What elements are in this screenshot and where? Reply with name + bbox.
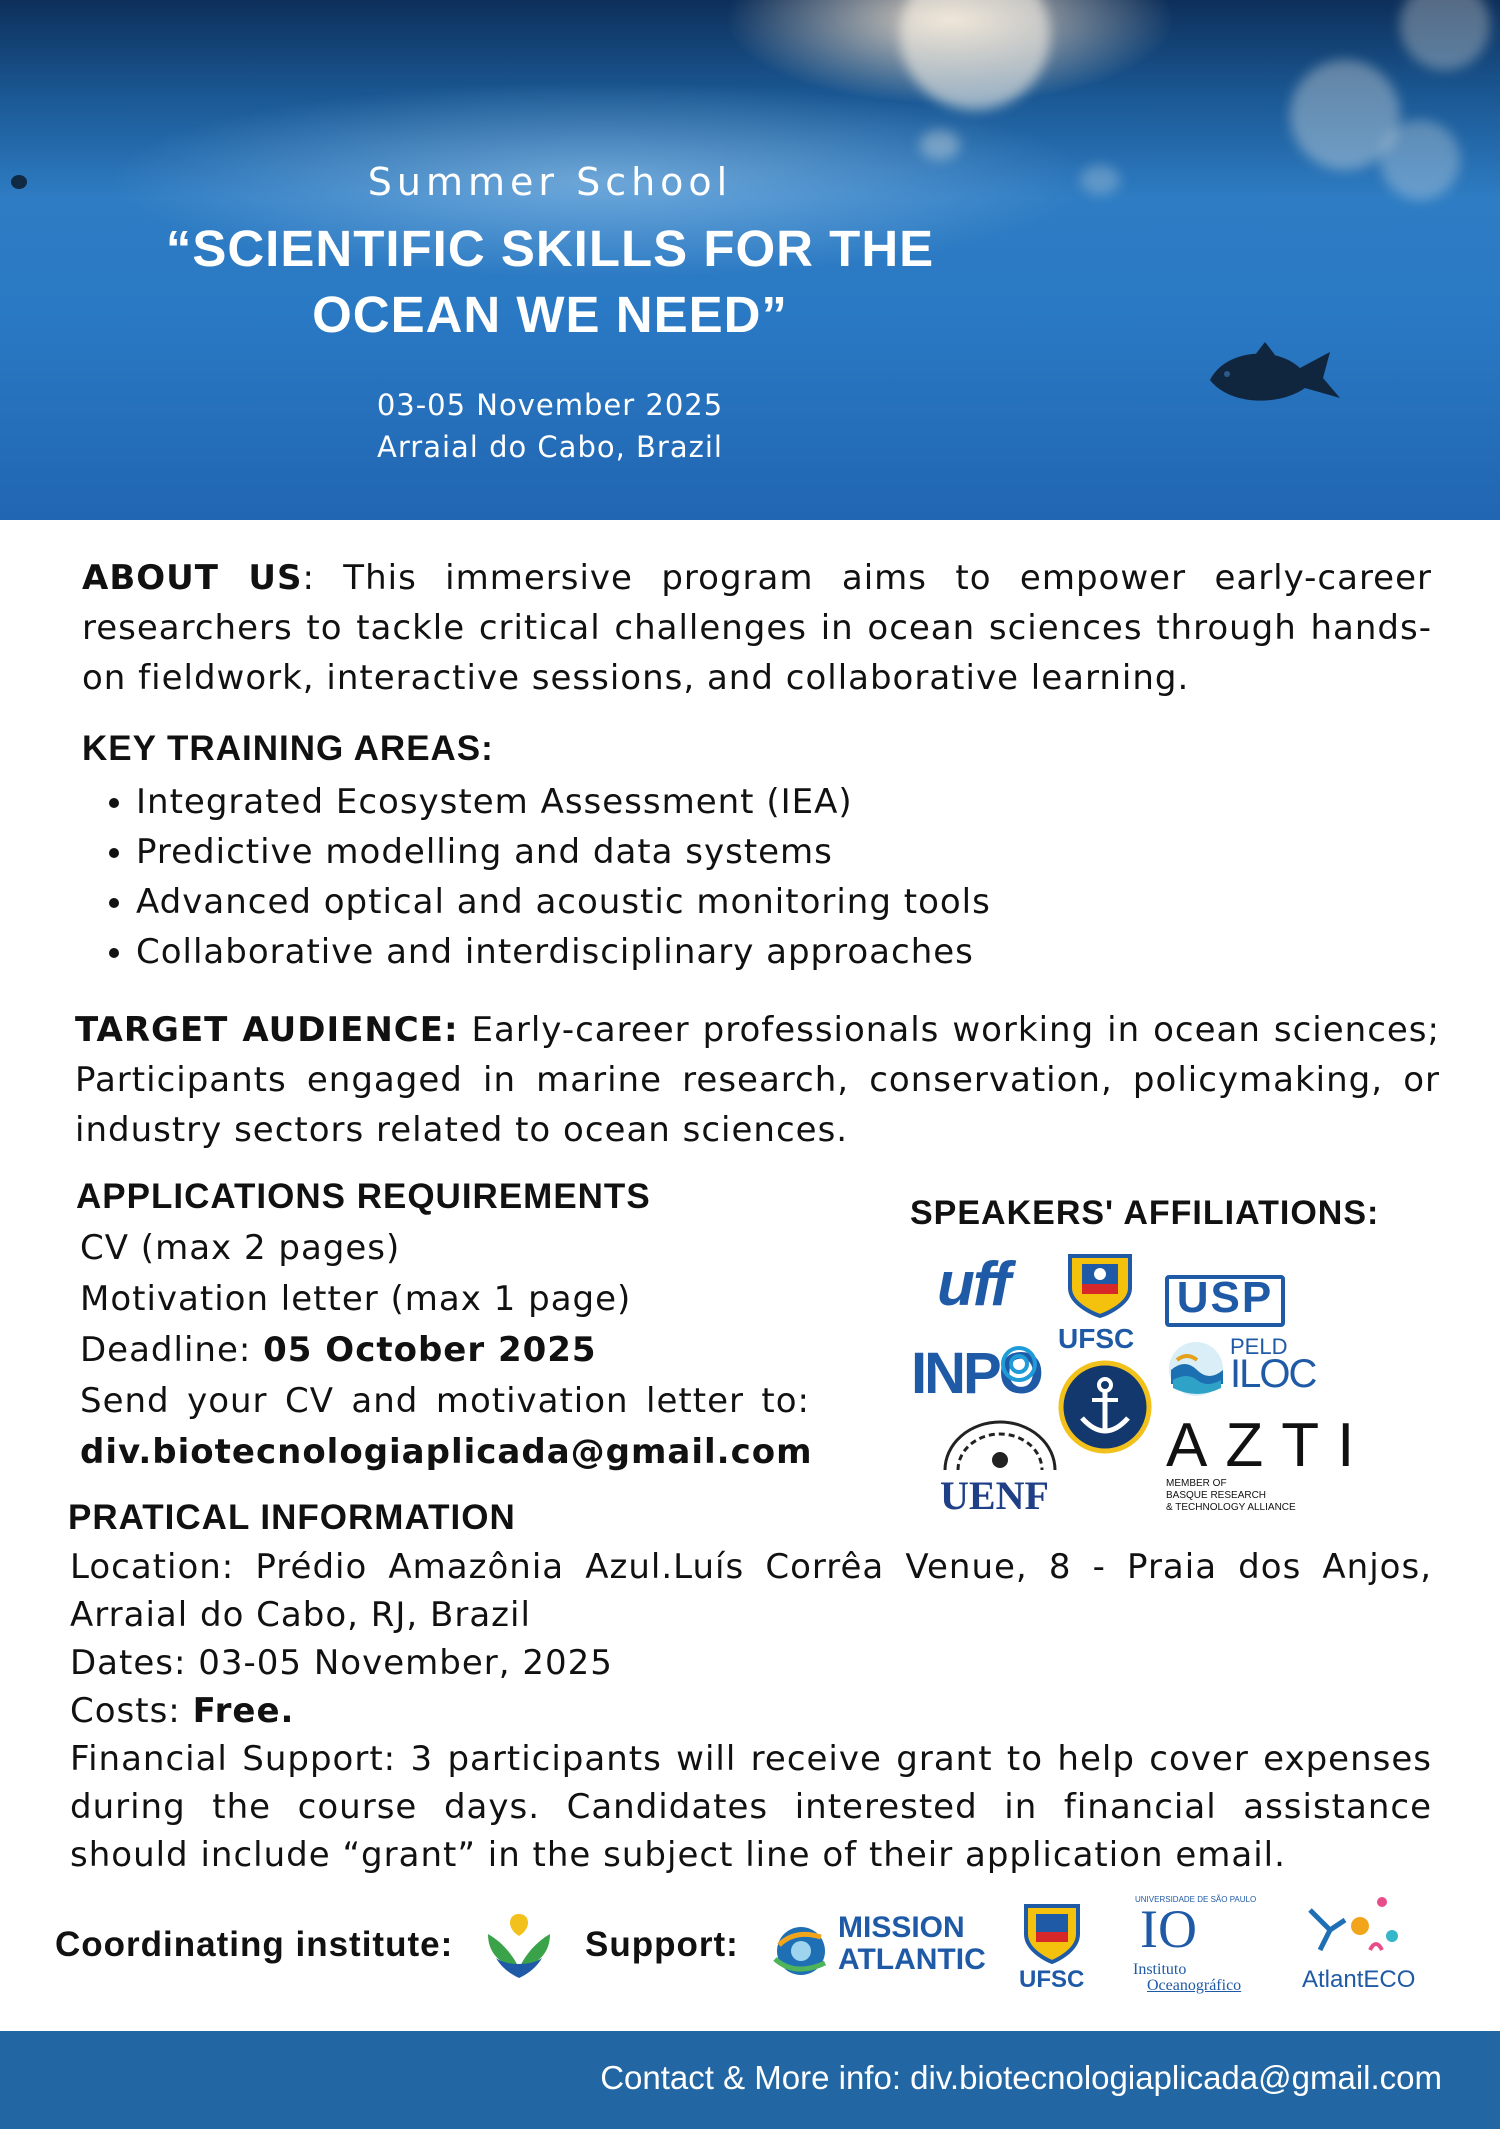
- atlanteco-creatures-icon: [1300, 1890, 1410, 1960]
- requirements-heading: APPLICATIONS REQUIREMENTS: [76, 1177, 651, 1216]
- footer-bar: [0, 2031, 1500, 2129]
- deadline-value: 05 October 2025: [263, 1330, 597, 1370]
- io-caption-line-1: Instituto: [1133, 1961, 1187, 1978]
- hero-location: Arraial do Cabo, Brazil: [377, 430, 723, 464]
- hero-subtitle: Summer School: [367, 160, 733, 204]
- hero-title-line-1: “SCIENTIFIC SKILLS FOR THE: [165, 220, 935, 277]
- practical-heading: PRATICAL INFORMATION: [68, 1498, 516, 1537]
- azti-caption-line-3: & TECHNOLOGY ALLIANCE: [1166, 1502, 1296, 1513]
- ufsc-support-crest-icon: [1020, 1900, 1084, 1964]
- list-item: • Predictive modelling and data systems: [136, 827, 1136, 877]
- mission-label-line-1: MISSION: [838, 1911, 965, 1944]
- audience-section: [75, 1005, 1440, 1155]
- list-item: • Collaborative and interdisciplinary approaches: [136, 927, 1136, 977]
- uenf-emblem-icon: [940, 1420, 1060, 1472]
- io-caption-line-2: Oceanográfico: [1147, 1977, 1242, 1994]
- io-caption: [1133, 1962, 1241, 1994]
- fish-icon: [1205, 340, 1345, 410]
- light-bokeh: [920, 130, 960, 160]
- peld-label-bottom: ILOC: [1230, 1352, 1316, 1396]
- hero-banner: [0, 0, 1500, 520]
- uenf-label: UENF: [940, 1473, 1049, 1518]
- list-item: • Integrated Ecosystem Assessment (IEA): [136, 777, 1136, 827]
- requirement-email[interactable]: div.biotecnologiaplicada@gmail.com: [80, 1432, 813, 1472]
- deadline-label: Deadline:: [80, 1330, 264, 1370]
- azti-caption-line-2: BASQUE RESEARCH: [1166, 1490, 1267, 1501]
- practical-costs: [70, 1687, 1432, 1735]
- atlanteco-label-part-2: ECO: [1363, 1966, 1416, 1993]
- usp-logo: [1165, 1275, 1285, 1327]
- anchor-emblem-icon: [1058, 1360, 1152, 1454]
- ufsc-label: UFSC: [1058, 1323, 1135, 1354]
- footer-contact[interactable]: Contact & More info: div.biotecnologiaplicada@gmail.com: [600, 2059, 1442, 2096]
- small-fish-icon: [6, 168, 32, 194]
- about-section: [82, 553, 1432, 703]
- coordinating-institute-leaf-icon: [482, 1906, 556, 1980]
- light-bokeh: [1400, 0, 1490, 70]
- io-top-caption: UNIVERSIDADE DE SÃO PAULO: [1135, 1895, 1257, 1904]
- training-list: [82, 777, 1136, 977]
- list-item: • Advanced optical and acoustic monitoring tools: [136, 877, 1136, 927]
- audience-text: Early-career professionals working in ocean sciences; Participants engaged in marine research, conservation, policymaking, or industry sectors related to ocean sciences.: [75, 1010, 1440, 1150]
- hero-dates: 03-05 November 2025: [376, 388, 724, 422]
- costs-label: Costs:: [70, 1691, 193, 1731]
- requirement-cv: CV (max 2 pages): [80, 1228, 401, 1268]
- practical-location: Location: Prédio Amazônia Azul.Luís Corrêa Venue, 8 - Praia dos Anjos, Arraial do Cabo, RJ, Brazil: [70, 1547, 1432, 1635]
- peld-wave-icon: [1167, 1340, 1225, 1398]
- coordinating-label: Coordinating institute:: [55, 1925, 454, 1964]
- speakers-heading: SPEAKERS' AFFILIATIONS:: [910, 1194, 1380, 1232]
- practical-section: [70, 1543, 1432, 1879]
- requirements-list: [80, 1223, 813, 1478]
- peld-label-top: PELD: [1230, 1334, 1288, 1359]
- ufsc-support-label: UFSC: [1019, 1966, 1085, 1993]
- inpo-wave-icon: [1000, 1345, 1038, 1383]
- practical-dates: Dates: 03-05 November, 2025: [70, 1643, 613, 1683]
- practical-support: Financial Support: 3 participants will receive grant to help cover expenses during the course days. Candidates interested in financial assistance should include “grant” in the subject line of their application email.: [70, 1739, 1432, 1875]
- mission-label-line-2: ATLANTIC: [838, 1943, 986, 1976]
- about-text: : This immersive program aims to empower early-career researchers to tackle critical challenges in ocean sciences through hands-on fieldwork, interactive sessions, and collaborative learning.: [82, 558, 1432, 698]
- training-heading: KEY TRAINING AREAS:: [82, 729, 494, 768]
- light-bokeh: [1380, 120, 1460, 200]
- usp-label: USP: [1176, 1273, 1274, 1322]
- light-bokeh: [900, 0, 1050, 110]
- costs-value: Free.: [192, 1691, 295, 1731]
- atlanteco-label: [1302, 1966, 1415, 1994]
- atlanteco-label-part-1: Atlant: [1302, 1966, 1364, 1993]
- about-label: ABOUT US: [82, 558, 303, 598]
- azti-caption: [1166, 1478, 1296, 1514]
- requirement-send: Send your CV and motivation letter to:: [80, 1381, 810, 1421]
- azti-logo: AZTI: [1166, 1411, 1373, 1480]
- requirement-letter: Motivation letter (max 1 page): [80, 1279, 632, 1319]
- requirement-deadline: [80, 1325, 810, 1376]
- mission-atlantic-label: [838, 1912, 986, 1976]
- mission-atlantic-globe-icon: [765, 1915, 835, 1985]
- hero-title: [0, 216, 1100, 348]
- hero-title-line-2: OCEAN WE NEED”: [312, 286, 788, 343]
- azti-caption-line-1: MEMBER OF: [1166, 1478, 1227, 1489]
- audience-label: TARGET AUDIENCE:: [75, 1010, 459, 1050]
- io-mark: IO: [1140, 1899, 1197, 1959]
- uff-logo: uff: [937, 1250, 1010, 1319]
- support-label: Support:: [585, 1925, 739, 1964]
- ufsc-crest-icon: [1060, 1248, 1140, 1318]
- inpo-label: INPO: [911, 1341, 1041, 1406]
